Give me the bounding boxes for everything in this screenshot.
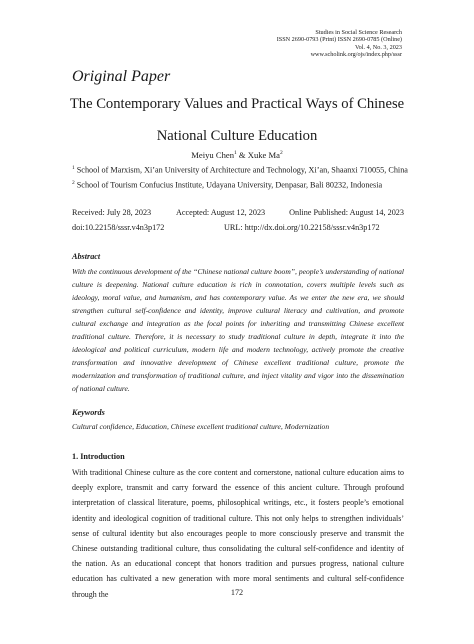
journal-info xyxy=(277,29,402,59)
author-2-affiliation: 2 xyxy=(279,150,283,157)
abstract-heading: Abstract xyxy=(72,252,101,261)
affiliation-1: $^1$ School of Marxism, Xi’an University of Architecture and Technology, Xi’an, Shaanxi 710055, China xyxy=(72,165,408,175)
author-line xyxy=(0,150,474,160)
paper-type: Original Paper xyxy=(72,68,171,85)
accepted-date: Accepted: August 12, 2023 xyxy=(176,208,266,217)
keywords-text: Cultural confidence, Education, Chinese excellent traditional culture, Modernization xyxy=(72,422,330,431)
affiliation-2: $^2$ School of Tourism Confucius Institute, Udayana University, Denpasar, Bali 80232, Indonesia xyxy=(72,180,383,190)
article-url[interactable]: URL: http://dx.doi.org/10.22158/sssr.v4n3p172 xyxy=(224,223,380,232)
author-1-affiliation: 1 xyxy=(234,150,237,157)
published-date: Online Published: August 14, 2023 xyxy=(289,208,404,217)
author-1: Meiyu Chen xyxy=(191,150,235,160)
introduction-heading: 1. Introduction xyxy=(72,452,125,461)
abstract-text: With the continuous development of the “Chinese national culture boom”, people’s understanding of national culture is deepening. National culture education is rich in connotation, covers multiple levels such as ideology, moral value, and humanism, and has contemporary value. As we enter the new era, we should strengthen cultural self-confidence and identity, improve cultural literacy and cultivation, and promote cultural exchange and integration as the focal points for inheriting and transmitting Chinese excellent traditional culture. Therefore, it is necessary to study traditional culture in depth, integrate it into the ideological and political curriculum, modern life and modern technology, actively promote the creative transformation and innovative development of Chinese excellent traditional culture, promote the modernization and transformation of traditional culture, and inject vitality and vigor into the dissemination of national culture. xyxy=(72,267,404,393)
paper-title-line-1: The Contemporary Values and Practical Ways of Chinese xyxy=(69,96,405,112)
page-number: 172 xyxy=(230,588,244,597)
author-2: Xuke Ma xyxy=(247,150,280,160)
keywords-heading: Keywords xyxy=(72,408,105,417)
introduction-text: With traditional Chinese culture as the core content and cornerstone, national culture education aims to deeply explore, transmit and carry forward the essence of this ancient culture. Through profound interpretation of classical literature, poems, philosophical writings, etc., it fosters people’s emotional identity and ideological cognition of traditional culture. This not only helps to strengthen individuals’ sense of cultural identity but also encourages people to more consciously preserve and transmit the Chinese outstanding traditional culture, thus consolidating the cultural self-confidence and identity of the nation. As an educational concept that honors tradition and pursues progress, national culture education has cultivated a new generation with more moral sentiments and cultural self-confidence through the xyxy=(72,468,404,599)
received-date: Received: July 28, 2023 xyxy=(72,208,152,217)
journal-volume: Vol. 4, No. 3, 2023 xyxy=(355,43,402,51)
doi[interactable]: doi:10.22158/sssr.v4n3p172 xyxy=(72,223,165,232)
author-separator: & xyxy=(236,150,248,160)
journal-issn: ISSN 2690-0793 (Print) ISSN 2690-0785 (Online) xyxy=(276,36,402,44)
paper-title-line-2: National Culture Education xyxy=(156,128,318,144)
journal-name: Studies in Social Science Research xyxy=(315,29,402,36)
journal-website[interactable]: www.scholink.org/ojs/index.php/sssr xyxy=(310,51,402,59)
